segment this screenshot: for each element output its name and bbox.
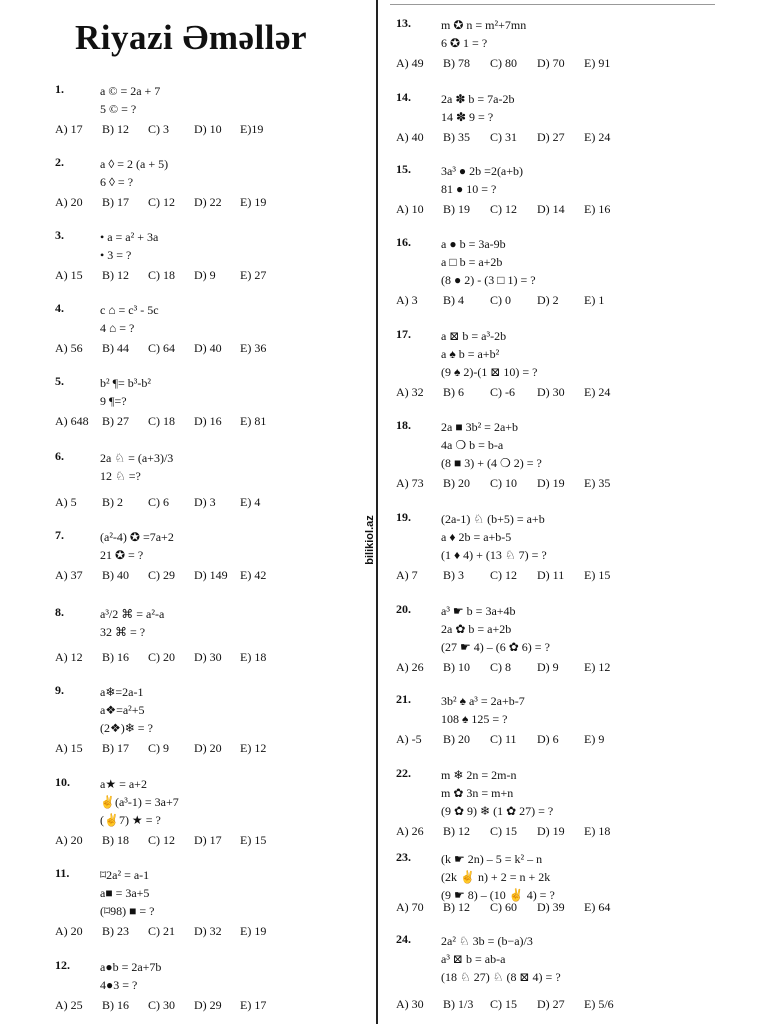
statement-line: 5 © = ? xyxy=(100,102,137,116)
problem-statement xyxy=(441,510,547,564)
statement-line: 4a ❍ b = b-a xyxy=(441,438,504,452)
page-title: Riyazi Əməllər xyxy=(75,18,308,57)
answer-option: D) 16 xyxy=(194,414,222,429)
answer-options xyxy=(396,475,631,491)
answer-option: B) 2 xyxy=(102,495,123,510)
problem-number: 12. xyxy=(55,958,70,972)
answer-option: D) 27 xyxy=(537,997,565,1012)
answer-option: C) 64 xyxy=(148,341,175,356)
answer-option: C) 10 xyxy=(490,476,517,491)
problem-number: 24. xyxy=(396,932,411,946)
problem-statement xyxy=(441,90,514,126)
answer-option: A) 15 xyxy=(55,268,83,283)
answer-option: B) 20 xyxy=(443,476,470,491)
answer-option: C) 9 xyxy=(148,741,169,756)
answer-option: D) 20 xyxy=(194,741,222,756)
statement-line: a■ = 3a+5 xyxy=(100,886,150,900)
problem-number: 18. xyxy=(396,418,411,432)
answer-option: E) 64 xyxy=(584,900,611,915)
statement-line: 4 ⌂ = ? xyxy=(100,321,135,335)
answer-option: B) 35 xyxy=(443,130,470,145)
answer-option: A) 25 xyxy=(55,998,83,1013)
problem-statement xyxy=(441,692,525,728)
answer-option: D) 19 xyxy=(537,476,565,491)
problem-statement xyxy=(100,155,168,191)
answer-option: B) 17 xyxy=(102,195,129,210)
answer-option: E) 18 xyxy=(240,650,267,665)
answer-option: B) 16 xyxy=(102,650,129,665)
answer-option: A) 26 xyxy=(396,824,424,839)
answer-option: C) 12 xyxy=(148,833,175,848)
statement-line: (1 ♦ 4) + (13 ♘ 7) = ? xyxy=(441,548,547,562)
statement-line: 3b² ♠ a³ = 2a+b-7 xyxy=(441,694,525,708)
answer-option: D) 39 xyxy=(537,900,565,915)
statement-line: m ✿ 3n = m+n xyxy=(441,786,514,800)
answer-option: B) 44 xyxy=(102,341,129,356)
answer-option: E) 1 xyxy=(584,293,605,308)
statement-line: 21 ✪ = ? xyxy=(100,548,144,562)
statement-line: (✌7) ★ = ? xyxy=(100,813,161,827)
answer-option: D) 9 xyxy=(194,268,216,283)
statement-line: 6 ✪ 1 = ? xyxy=(441,36,488,50)
problem-number: 16. xyxy=(396,235,411,249)
problem-number: 4. xyxy=(55,301,64,315)
answer-option: C) 31 xyxy=(490,130,517,145)
answer-option: E) 17 xyxy=(240,998,267,1013)
answer-option: D) 32 xyxy=(194,924,222,939)
answer-option: C) 15 xyxy=(490,824,517,839)
statement-line: (⌑98) ■ = ? xyxy=(100,904,155,918)
answer-options xyxy=(396,659,631,675)
answer-option: B) 19 xyxy=(443,202,470,217)
problem-number: 6. xyxy=(55,449,64,463)
answer-option: B) 23 xyxy=(102,924,129,939)
answer-option: A) 49 xyxy=(396,56,424,71)
problem-number: 2. xyxy=(55,155,64,169)
answer-option: E) 19 xyxy=(240,924,267,939)
answer-option: D) 22 xyxy=(194,195,222,210)
answer-option: A) 70 xyxy=(396,900,424,915)
answer-option: C) 20 xyxy=(148,650,175,665)
problem-statement xyxy=(441,162,523,198)
problem-statement xyxy=(441,766,553,820)
answer-option: D) 10 xyxy=(194,122,222,137)
problem-statement xyxy=(441,850,555,904)
problem-statement xyxy=(100,449,173,485)
problem-number: 17. xyxy=(396,327,411,341)
answer-options xyxy=(55,997,286,1013)
answer-option: D) 19 xyxy=(537,824,565,839)
statement-line: 2a ■ 3b² = 2a+b xyxy=(441,420,519,434)
problem-statement xyxy=(441,327,538,381)
problem-statement xyxy=(100,958,161,994)
answer-option: E) 16 xyxy=(584,202,611,217)
answer-options xyxy=(55,340,286,356)
statement-line: b² ¶= b³-b² xyxy=(100,376,151,390)
problem-statement xyxy=(100,683,153,737)
answer-option: D) 70 xyxy=(537,56,565,71)
problem-statement xyxy=(441,235,536,289)
answer-option: D) 30 xyxy=(194,650,222,665)
statement-line: 14 ✽ 9 = ? xyxy=(441,110,494,124)
statement-line: a ◊ = 2 (a + 5) xyxy=(100,157,169,171)
answer-option: D) 14 xyxy=(537,202,565,217)
answer-option: C) 21 xyxy=(148,924,175,939)
answer-option: C) 12 xyxy=(148,195,175,210)
answer-option: C) 60 xyxy=(490,900,517,915)
problem-statement xyxy=(441,418,542,472)
answer-option: C) 12 xyxy=(490,202,517,217)
statement-line: (9 ♠ 2)-(1 ⊠ 10) = ? xyxy=(441,365,538,379)
statement-line: (k ☛ 2n) – 5 = k² – n xyxy=(441,852,543,866)
answer-option: B) 12 xyxy=(102,268,129,283)
answer-option: C) 8 xyxy=(490,660,511,675)
answer-option: D) 6 xyxy=(537,732,559,747)
answer-options xyxy=(55,740,286,756)
answer-option: E) 27 xyxy=(240,268,267,283)
answer-option: B) 18 xyxy=(102,833,129,848)
statement-line: a □ b = a+2b xyxy=(441,255,503,269)
answer-option: D) 29 xyxy=(194,998,222,1013)
statement-line: a ♦ 2b = a+b-5 xyxy=(441,530,512,544)
answer-option: A) -5 xyxy=(396,732,422,747)
problem-number: 11. xyxy=(55,866,70,880)
statement-line: m ✪ n = m²+7mn xyxy=(441,18,527,32)
answer-options xyxy=(55,494,286,510)
answer-option: B) 12 xyxy=(443,900,470,915)
answer-option: A) 32 xyxy=(396,385,424,400)
answer-option: D) 17 xyxy=(194,833,222,848)
statement-line: 2a ✽ b = 7a-2b xyxy=(441,92,515,106)
answer-options xyxy=(396,55,631,71)
answer-option: B) 12 xyxy=(443,824,470,839)
answer-option: E) 5/6 xyxy=(584,997,614,1012)
answer-option: E)19 xyxy=(240,122,264,137)
answer-option: E) 35 xyxy=(584,476,611,491)
problem-number: 10. xyxy=(55,775,70,789)
statement-line: ⌑2a² = a-1 xyxy=(100,868,150,882)
answer-option: E) 24 xyxy=(584,385,611,400)
answer-options xyxy=(396,129,631,145)
statement-line: 81 ● 10 = ? xyxy=(441,182,497,196)
answer-options xyxy=(396,899,631,915)
statement-line: a³ ⊠ b = ab-a xyxy=(441,952,506,966)
answer-option: D) 30 xyxy=(537,385,565,400)
answer-option: D) 2 xyxy=(537,293,559,308)
answer-option: B) 40 xyxy=(102,568,129,583)
answer-option: D) 27 xyxy=(537,130,565,145)
answer-option: E) 81 xyxy=(240,414,267,429)
problem-statement xyxy=(100,605,164,641)
answer-option: B) 4 xyxy=(443,293,464,308)
answer-option: A) 15 xyxy=(55,741,83,756)
statement-line: a❄=2a-1 xyxy=(100,685,144,699)
answer-option: C) 6 xyxy=(148,495,169,510)
answer-option: C) 15 xyxy=(490,997,517,1012)
problem-statement xyxy=(100,528,174,564)
statement-line: c ⌂ = c³ - 5c xyxy=(100,303,159,317)
answer-option: C) 0 xyxy=(490,293,511,308)
statement-line: ✌(a³-1) = 3a+7 xyxy=(100,795,179,809)
answer-option: B) 1/3 xyxy=(443,997,474,1012)
statement-line: 2a² ♘ 3b = (b−a)/3 xyxy=(441,934,533,948)
answer-option: C) 30 xyxy=(148,998,175,1013)
answer-options xyxy=(396,996,631,1012)
answer-option: E) 15 xyxy=(240,833,267,848)
answer-option: A) 5 xyxy=(55,495,77,510)
answer-option: B) 6 xyxy=(443,385,464,400)
answer-option: A) 26 xyxy=(396,660,424,675)
answer-option: E) 9 xyxy=(584,732,605,747)
answer-option: A) 20 xyxy=(55,833,83,848)
answer-option: B) 16 xyxy=(102,998,129,1013)
answer-option: B) 20 xyxy=(443,732,470,747)
problem-statement xyxy=(100,866,155,920)
answer-options xyxy=(55,121,286,137)
problem-statement xyxy=(100,374,151,410)
answer-options xyxy=(55,194,286,210)
answer-option: D) 40 xyxy=(194,341,222,356)
problem-statement xyxy=(100,775,179,829)
answer-option: C) 18 xyxy=(148,268,175,283)
answer-option: A) 10 xyxy=(396,202,424,217)
answer-option: A) 73 xyxy=(396,476,424,491)
statement-line: 9 ¶=? xyxy=(100,394,127,408)
answer-option: A) 20 xyxy=(55,195,83,210)
watermark: bilikiol.az xyxy=(364,511,376,569)
answer-options xyxy=(396,567,631,583)
statement-line: 2a ♘ = (a+3)/3 xyxy=(100,451,174,465)
statement-line: a★ = a+2 xyxy=(100,777,147,791)
answer-option: A) 30 xyxy=(396,997,424,1012)
problem-number: 20. xyxy=(396,602,411,616)
answer-options xyxy=(396,292,631,308)
problem-number: 23. xyxy=(396,850,411,864)
problem-number: 3. xyxy=(55,228,64,242)
statement-line: a ● b = 3a-9b xyxy=(441,237,506,251)
statement-line: a³ ☛ b = 3a+4b xyxy=(441,604,516,618)
answer-option: E) 12 xyxy=(584,660,611,675)
answer-option: E) 4 xyxy=(240,495,261,510)
statement-line: (a²-4) ✪ =7a+2 xyxy=(100,530,174,544)
statement-line: a ⊠ b = a³-2b xyxy=(441,329,507,343)
statement-line: (2a-1) ♘ (b+5) = a+b xyxy=(441,512,545,526)
statement-line: a ♠ b = a+b² xyxy=(441,347,500,361)
answer-option: D) 149 xyxy=(194,568,228,583)
statement-line: (2k ✌ n) + 2 = n + 2k xyxy=(441,870,551,884)
answer-option: B) 17 xyxy=(102,741,129,756)
problem-statement xyxy=(100,228,158,264)
answer-option: E) 12 xyxy=(240,741,267,756)
answer-option: B) 10 xyxy=(443,660,470,675)
answer-option: C) 18 xyxy=(148,414,175,429)
answer-options xyxy=(396,731,631,747)
answer-option: A) 37 xyxy=(55,568,83,583)
answer-option: C) 29 xyxy=(148,568,175,583)
statement-line: 3a³ ● 2b =2(a+b) xyxy=(441,164,524,178)
answer-options xyxy=(396,823,631,839)
answer-option: C) 80 xyxy=(490,56,517,71)
problem-statement xyxy=(441,932,561,986)
answer-option: A) 56 xyxy=(55,341,83,356)
answer-option: E) 36 xyxy=(240,341,267,356)
answer-option: A) 7 xyxy=(396,568,418,583)
problem-number: 14. xyxy=(396,90,411,104)
statement-line: (9 ✿ 9) ❄ (1 ✿ 27) = ? xyxy=(441,804,554,818)
answer-option: D) 11 xyxy=(537,568,565,583)
answer-option: A) 17 xyxy=(55,122,83,137)
answer-option: E) 15 xyxy=(584,568,611,583)
problem-number: 21. xyxy=(396,692,411,706)
statement-line: m ❄ 2n = 2m-n xyxy=(441,768,517,782)
statement-line: 2a ✿ b = a+2b xyxy=(441,622,512,636)
answer-option: C) 3 xyxy=(148,122,169,137)
problem-statement xyxy=(441,602,550,656)
answer-option: B) 3 xyxy=(443,568,464,583)
statement-line: a●b = 2a+7b xyxy=(100,960,162,974)
problem-statement xyxy=(441,16,526,52)
problem-number: 22. xyxy=(396,766,411,780)
answer-option: B) 12 xyxy=(102,122,129,137)
statement-line: a © = 2a + 7 xyxy=(100,84,161,98)
problem-number: 1. xyxy=(55,82,64,96)
statement-line: 6 ◊ = ? xyxy=(100,175,134,189)
statement-line: a³/2 ⌘ = a²-a xyxy=(100,607,165,621)
answer-option: A) 20 xyxy=(55,924,83,939)
problem-number: 5. xyxy=(55,374,64,388)
answer-option: B) 27 xyxy=(102,414,129,429)
answer-option: A) 648 xyxy=(55,414,89,429)
answer-option: E) 91 xyxy=(584,56,611,71)
column-divider xyxy=(376,0,378,1024)
top-rule xyxy=(390,4,715,5)
answer-option: E) 19 xyxy=(240,195,267,210)
statement-line: 108 ♠ 125 = ? xyxy=(441,712,508,726)
problem-number: 13. xyxy=(396,16,411,30)
problem-number: 8. xyxy=(55,605,64,619)
problem-number: 15. xyxy=(396,162,411,176)
problem-number: 7. xyxy=(55,528,64,542)
answer-option: E) 24 xyxy=(584,130,611,145)
statement-line: a❖=a²+5 xyxy=(100,703,145,717)
statement-line: (2❖)❄ = ? xyxy=(100,721,153,735)
answer-option: C) 12 xyxy=(490,568,517,583)
statement-line: • a = a² + 3a xyxy=(100,230,159,244)
statement-line: 12 ♘ =? xyxy=(100,469,141,483)
statement-line: (27 ☛ 4) – (6 ✿ 6) = ? xyxy=(441,640,550,654)
answer-options xyxy=(55,567,286,583)
statement-line: (8 ■ 3) + (4 ❍ 2) = ? xyxy=(441,456,542,470)
answer-option: B) 78 xyxy=(443,56,470,71)
answer-option: D) 3 xyxy=(194,495,216,510)
answer-option: E) 42 xyxy=(240,568,267,583)
statement-line: (9 ☛ 8) – (10 ✌ 4) = ? xyxy=(441,888,555,902)
answer-option: A) 12 xyxy=(55,650,83,665)
answer-option: A) 3 xyxy=(396,293,418,308)
answer-option: C) 11 xyxy=(490,732,517,747)
answer-options xyxy=(55,267,286,283)
problem-statement xyxy=(100,301,159,337)
problem-statement xyxy=(100,82,160,118)
answer-option: E) 18 xyxy=(584,824,611,839)
answer-option: D) 9 xyxy=(537,660,559,675)
statement-line: 4●3 = ? xyxy=(100,978,138,992)
statement-line: 32 ⌘ = ? xyxy=(100,625,146,639)
problem-number: 9. xyxy=(55,683,64,697)
statement-line: (18 ♘ 27) ♘ (8 ⊠ 4) = ? xyxy=(441,970,561,984)
answer-options xyxy=(55,413,286,429)
statement-line: (8 ● 2) - (3 □ 1) = ? xyxy=(441,273,536,287)
answer-options xyxy=(55,649,286,665)
answer-options xyxy=(55,832,286,848)
answer-option: C) -6 xyxy=(490,385,515,400)
answer-options xyxy=(396,201,631,217)
problem-number: 19. xyxy=(396,510,411,524)
statement-line: • 3 = ? xyxy=(100,248,132,262)
answer-options xyxy=(55,923,286,939)
answer-option: A) 40 xyxy=(396,130,424,145)
answer-options xyxy=(396,384,631,400)
